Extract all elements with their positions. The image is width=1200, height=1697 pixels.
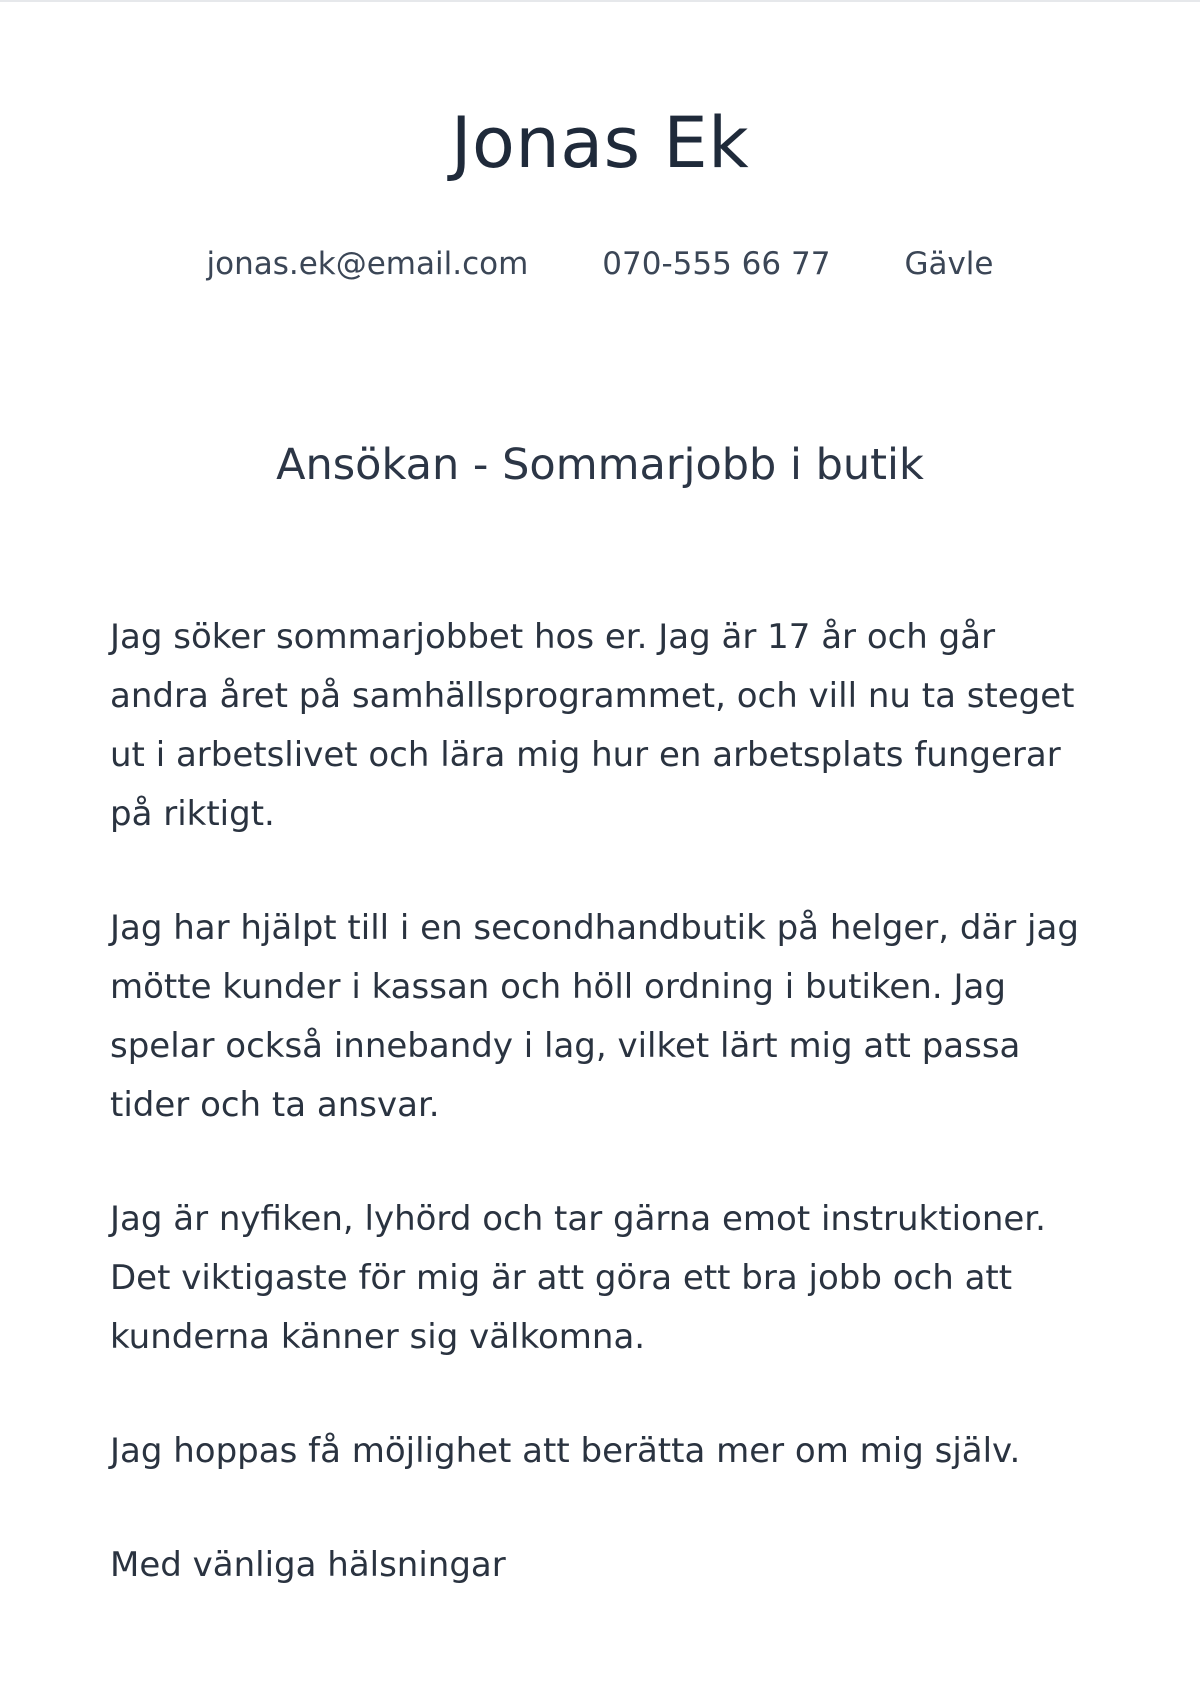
paragraph-intro: Jag söker sommarjobbet hos er. Jag är 17 år och går andra året på samhällsprogrammet, och vill nu ta steget ut i arbetslivet och lära mig hur en arbetsplats fungerar på riktigt. <box>110 617 1075 834</box>
closing-salutation: Med vänliga hälsningar <box>110 1545 506 1585</box>
city: Gävle <box>904 246 994 282</box>
paragraph-qualities: Jag är nyfiken, lyhörd och tar gärna emot instruktioner. Det viktigaste för mig är att göra ett bra jobb och att kunderna känner sig välkomna. <box>110 1199 1046 1357</box>
phone-number: 070-555 66 77 <box>602 246 831 282</box>
letter-body <box>110 608 1090 1595</box>
paragraph-experience: Jag har hjälpt till i en secondhandbutik på helger, där jag mötte kunder i kassan och höll ordning i butiken. Jag spelar också innebandy i lag, vilket lärt mig att passa tider och ta ansvar. <box>110 908 1079 1125</box>
letter-subject: Ansökan - Sommarjobb i butik <box>276 440 924 490</box>
email-address: jonas.ek@email.com <box>206 246 529 282</box>
contact-info <box>0 246 1200 282</box>
top-divider <box>0 0 1200 2</box>
applicant-name: Jonas Ek <box>450 102 750 184</box>
paragraph-hope: Jag hoppas få möjlighet att berätta mer om mig själv. <box>110 1431 1021 1471</box>
letter-header <box>0 102 1200 184</box>
